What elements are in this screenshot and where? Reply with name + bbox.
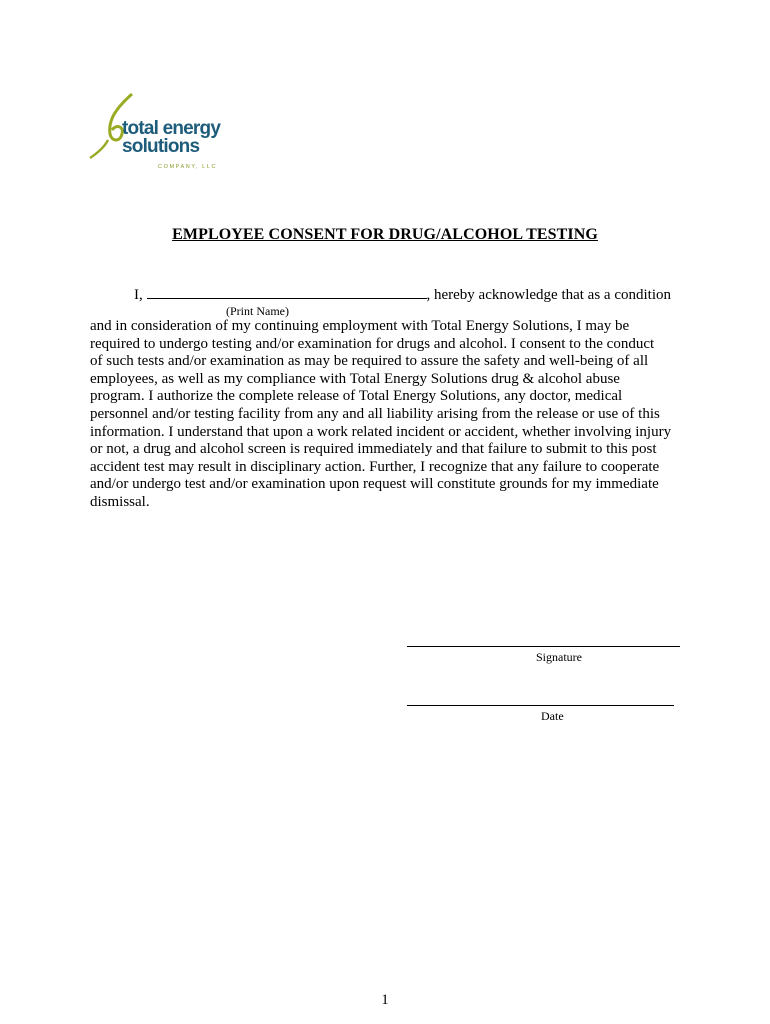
body-line: accident test may result in disciplinary action. Further, I recognize that any failure to cooperate [90, 458, 660, 475]
body-line: personnel and/or testing facility from any and all liability arising from the release or use of this [90, 405, 660, 422]
date-field[interactable] [407, 705, 674, 706]
intro-line [134, 286, 671, 304]
body-line: and/or undergo test and/or examination upon request will constitute grounds for my immediate [90, 476, 659, 493]
body-line: employees, as well as my compliance with Total Energy Solutions drug & alcohol abuse [90, 370, 620, 387]
document-title: EMPLOYEE CONSENT FOR DRUG/ALCOHOL TESTING [172, 226, 598, 243]
signature-label: Signature [536, 650, 582, 664]
date-label: Date [541, 709, 564, 723]
print-name-field[interactable] [147, 286, 427, 299]
body-line: of such tests and/or examination as may be required to assure the safety and well-being of all [90, 353, 649, 370]
intro-prefix: I, [134, 287, 143, 303]
consent-body [90, 318, 690, 512]
logo-subline: COMPANY, LLC [158, 164, 218, 170]
logo-line-2: solutions [122, 136, 200, 157]
body-line: program. I authorize the complete release of Total Energy Solutions, any doctor, medical [90, 388, 623, 405]
logo-wordmark [122, 120, 220, 156]
body-line: required to undergo testing and/or examination for drugs and alcohol. I consent to the conduct [90, 335, 655, 352]
signature-field[interactable] [407, 646, 680, 647]
body-line: and in consideration of my continuing employment with Total Energy Solutions, I may be [90, 318, 630, 334]
intro-suffix: , hereby acknowledge that as a condition [426, 287, 671, 303]
page-number: 1 [381, 992, 389, 1008]
body-line: dismissal. [90, 493, 150, 510]
company-logo [86, 90, 226, 180]
logo-line-1: total energy [122, 118, 221, 139]
print-name-label: (Print Name) [226, 304, 289, 318]
body-line: or not, a drug and alcohol screen is required immediately and that failure to submit to this post [90, 441, 657, 458]
body-line: information. I understand that upon a work related incident or accident, whether involving injury [90, 423, 672, 440]
